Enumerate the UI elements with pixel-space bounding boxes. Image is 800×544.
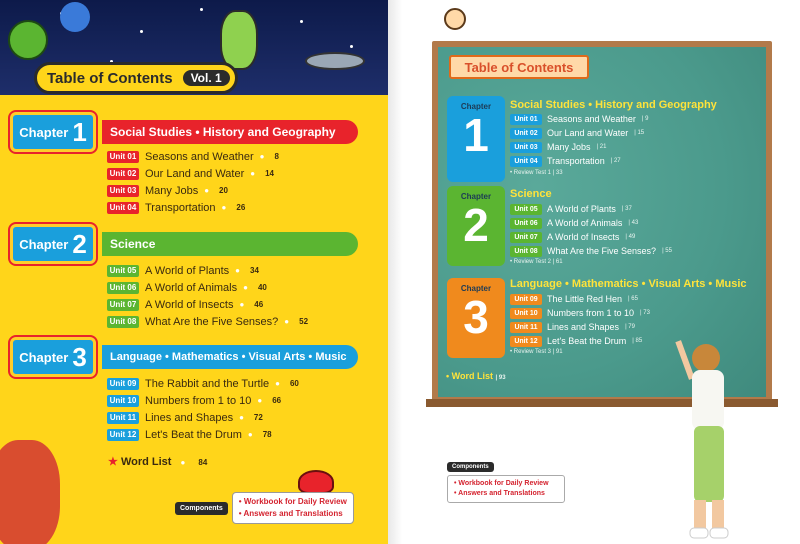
list-item: Unit 03 Many Jobs | 21 xyxy=(510,140,648,154)
unit-title: Transportation xyxy=(145,201,216,214)
list-item: Unit 02 Our Land and Water ● 14 xyxy=(107,165,279,182)
chapter-number: 1 xyxy=(72,117,87,147)
chapter-2-units xyxy=(107,262,308,330)
review-label: • Review Test 2 xyxy=(510,259,552,265)
toc-title: Table of Contents xyxy=(47,69,173,87)
unit-tag: Unit 06 xyxy=(510,218,542,229)
unit-title: Numbers from 1 to 10 xyxy=(145,394,252,407)
list-item: Unit 06 A World of Animals | 43 xyxy=(510,216,672,230)
unit-tag: Unit 04 xyxy=(510,156,542,167)
review-label: • Review Test 3 xyxy=(510,349,552,355)
page-number: 34 xyxy=(250,266,259,275)
list-item: Unit 07 A World of Insects | 49 xyxy=(510,230,672,244)
chapter-number: 3 xyxy=(72,342,87,372)
page-number: 33 xyxy=(555,170,563,176)
page-number: 61 xyxy=(555,259,563,265)
chapter-2-header xyxy=(10,224,358,264)
unit-tag: Unit 02 xyxy=(510,128,542,139)
component-item: Workbook for Daily Review xyxy=(243,497,347,506)
boy-face-icon xyxy=(444,8,466,30)
unit-tag: Unit 10 xyxy=(510,308,542,319)
right-chapter-1-block xyxy=(447,96,505,182)
list-item: Unit 11 Lines and Shapes ● 72 xyxy=(107,409,299,426)
page-number: 60 xyxy=(289,379,299,388)
unit-title: A World of Insects xyxy=(547,232,620,242)
page-number: 84 xyxy=(198,458,208,467)
component-item: Answers and Translations xyxy=(243,509,343,518)
yellow-green-monster-icon xyxy=(220,10,258,70)
page-number: 85 xyxy=(635,338,643,344)
chapter-1-header xyxy=(10,112,358,152)
list-item: Unit 07 A World of Insects ● 46 xyxy=(107,296,308,313)
unit-title: Many Jobs xyxy=(547,142,591,152)
review-label: • Review Test 1 xyxy=(510,170,552,176)
chapter-word: Chapter xyxy=(460,284,492,293)
unit-title: The Little Red Hen xyxy=(547,294,623,304)
chapter-2-subject: Science xyxy=(102,232,358,256)
list-item: Unit 10 Numbers from 1 to 10 | 73 xyxy=(510,306,650,320)
list-item: Unit 11 Lines and Shapes | 79 xyxy=(510,320,650,334)
page-number: 20 xyxy=(219,186,228,195)
chapter-1-units xyxy=(107,148,279,216)
list-item: Unit 06 A World of Animals ● 40 xyxy=(107,279,308,296)
unit-title: A World of Animals xyxy=(547,218,623,228)
girl-illustration xyxy=(672,330,752,544)
unit-title: A World of Animals xyxy=(145,281,238,294)
unit-tag: Unit 09 xyxy=(107,378,139,390)
right-word-list: • Word List | 93 xyxy=(446,371,506,381)
chapter-word: Chapter xyxy=(460,102,492,111)
list-item: Unit 05 A World of Plants ● 34 xyxy=(107,262,308,279)
unit-title: Many Jobs xyxy=(145,184,199,197)
chapter-3-header xyxy=(10,337,358,377)
right-components-box xyxy=(447,455,565,503)
component-item: • Workbook for Daily Review xyxy=(454,480,549,487)
list-item: Unit 02 Our Land and Water | 15 xyxy=(510,126,648,140)
right-chapter-3-subject: Language • Mathematics • Visual Arts • Music xyxy=(510,278,747,290)
page-number: 79 xyxy=(628,324,635,330)
unit-title: Lines and Shapes xyxy=(547,322,620,332)
red-monster-icon xyxy=(298,470,334,494)
left-page xyxy=(0,0,388,544)
components-box xyxy=(175,492,354,524)
components-label: Components xyxy=(175,502,228,515)
list-item: Unit 01 Seasons and Weather ● 8 xyxy=(107,148,279,165)
word-list-label: • Word List xyxy=(446,371,493,381)
right-toc-title: Table of Contents xyxy=(449,55,589,79)
page-number: 15 xyxy=(637,130,645,136)
list-item: Unit 05 A World of Plants | 37 xyxy=(510,202,672,216)
unit-title: Seasons and Weather xyxy=(145,150,254,163)
unit-title: A World of Plants xyxy=(547,204,616,214)
unit-tag: Unit 12 xyxy=(510,336,542,347)
page-number: 9 xyxy=(645,116,649,122)
components-list: • Workbook for Daily Review • Answers and Translations xyxy=(232,492,354,524)
unit-tag: Unit 02 xyxy=(107,168,139,180)
unit-tag: Unit 11 xyxy=(510,322,542,333)
page-number: 91 xyxy=(555,349,563,355)
unit-tag: Unit 07 xyxy=(510,232,542,243)
list-item: Unit 12 Let's Beat the Drum | 85 xyxy=(510,334,650,348)
right-chapter-2-units xyxy=(510,202,672,258)
right-chapter-1-units xyxy=(510,112,648,168)
corner-monsters-illustration xyxy=(0,440,60,544)
chapter-word: Chapter xyxy=(19,124,69,140)
unit-tag: Unit 05 xyxy=(510,204,542,215)
list-item: Unit 09 The Little Red Hen | 65 xyxy=(510,292,650,306)
page-number: 14 xyxy=(265,169,275,178)
unit-title: Seasons and Weather xyxy=(547,114,636,124)
right-page xyxy=(404,0,800,544)
unit-tag: Unit 12 xyxy=(107,429,139,441)
word-list-entry: ★ Word List ● 84 xyxy=(108,456,208,468)
right-chapter-3-block xyxy=(447,278,505,358)
review-test-2: • Review Test 2 | 61 xyxy=(510,259,563,265)
chapter-number: 1 xyxy=(463,109,489,161)
page-number: 21 xyxy=(599,144,607,150)
unit-title: Let's Beat the Drum xyxy=(547,336,627,346)
page-number: 26 xyxy=(236,203,246,212)
unit-tag: Unit 10 xyxy=(107,395,139,407)
page-number: 43 xyxy=(631,220,639,226)
unit-title: What Are the Five Senses? xyxy=(145,315,279,328)
list-item: Unit 08 What Are the Five Senses? | 55 xyxy=(510,244,672,258)
list-item: Unit 10 Numbers from 1 to 10 ● 66 xyxy=(107,392,299,409)
volume-badge: Vol. 1 xyxy=(183,70,230,86)
unit-tag: Unit 04 xyxy=(107,202,139,214)
unit-tag: Unit 01 xyxy=(107,151,139,163)
chapter-number: 3 xyxy=(463,291,489,343)
chapter-word: Chapter xyxy=(19,349,69,365)
unit-title: Lines and Shapes xyxy=(145,411,234,424)
list-item: Unit 03 Many Jobs ● 20 xyxy=(107,182,279,199)
unit-tag: Unit 11 xyxy=(107,412,139,424)
unit-title: Our Land and Water xyxy=(547,128,629,138)
chapter-3-units xyxy=(107,375,299,443)
page-number: 55 xyxy=(665,248,672,254)
list-item: Unit 04 Transportation | 27 xyxy=(510,154,648,168)
unit-tag: Unit 09 xyxy=(510,294,542,305)
review-test-1: • Review Test 1 | 33 xyxy=(510,170,563,176)
page-number: 49 xyxy=(628,234,636,240)
review-test-3: • Review Test 3 | 91 xyxy=(510,349,563,355)
unit-title: Numbers from 1 to 10 xyxy=(547,308,635,318)
list-item: Unit 09 The Rabbit and the Turtle ● 60 xyxy=(107,375,299,392)
chapter-2-sign xyxy=(10,224,96,264)
unit-tag: Unit 08 xyxy=(107,316,139,328)
chapter-number: 2 xyxy=(72,229,87,259)
chapter-3-subject: Language • Mathematics • Visual Arts • Music xyxy=(102,345,358,369)
component-item: • Answers and Translations xyxy=(454,490,545,497)
chapter-word: Chapter xyxy=(19,236,69,252)
toc-title-banner xyxy=(34,62,238,94)
page-number: 73 xyxy=(643,310,650,316)
components-list xyxy=(447,475,565,503)
chapter-number: 2 xyxy=(463,199,489,251)
unit-tag: Unit 03 xyxy=(107,185,139,197)
chapter-3-sign xyxy=(10,337,96,377)
page-number: 46 xyxy=(254,300,264,309)
chapter-word: Chapter xyxy=(460,192,492,201)
page-number: 72 xyxy=(253,413,263,422)
unit-title: A World of Plants xyxy=(145,264,230,277)
chapter-1-sign xyxy=(10,112,96,152)
unit-title: A World of Insects xyxy=(145,298,234,311)
unit-tag: Unit 08 xyxy=(510,246,542,257)
unit-title: Transportation xyxy=(547,156,605,166)
page-number: 93 xyxy=(498,375,506,381)
right-chapter-1-subject: Social Studies • History and Geography xyxy=(510,99,717,111)
list-item: Unit 08 What Are the Five Senses? ● 52 xyxy=(107,313,308,330)
word-list-label: Word List xyxy=(120,456,172,468)
page-number: 52 xyxy=(299,317,309,326)
page-number: 78 xyxy=(262,430,272,439)
unit-tag: Unit 06 xyxy=(107,282,139,294)
unit-title: Our Land and Water xyxy=(145,167,245,180)
blue-monster-icon xyxy=(60,2,90,32)
page-number: 40 xyxy=(257,283,267,292)
page-number: 8 xyxy=(274,152,279,161)
right-chapter-2-subject: Science xyxy=(510,188,552,200)
unit-tag: Unit 07 xyxy=(107,299,139,311)
unit-tag: Unit 05 xyxy=(107,265,139,277)
right-chapter-3-units xyxy=(510,292,650,348)
list-item: Unit 12 Let's Beat the Drum ● 78 xyxy=(107,426,299,443)
page-number: 27 xyxy=(613,158,621,164)
unit-tag: Unit 03 xyxy=(510,142,542,153)
right-chapter-2-block xyxy=(447,186,505,266)
unit-title: The Rabbit and the Turtle xyxy=(145,377,270,390)
page-number: 66 xyxy=(272,396,282,405)
list-item: Unit 04 Transportation ● 26 xyxy=(107,199,279,216)
green-monster-icon xyxy=(8,20,48,60)
unit-title: Let's Beat the Drum xyxy=(145,428,242,441)
list-item: Unit 01 Seasons and Weather | 9 xyxy=(510,112,648,126)
components-label: Components xyxy=(447,462,494,472)
unit-title: What Are the Five Senses? xyxy=(547,246,657,256)
unit-tag: Unit 01 xyxy=(510,114,542,125)
chapter-1-subject: Social Studies • History and Geography xyxy=(102,120,358,144)
ufo-icon xyxy=(305,52,365,70)
page-number: 65 xyxy=(631,296,638,302)
page-number: 37 xyxy=(625,206,632,212)
